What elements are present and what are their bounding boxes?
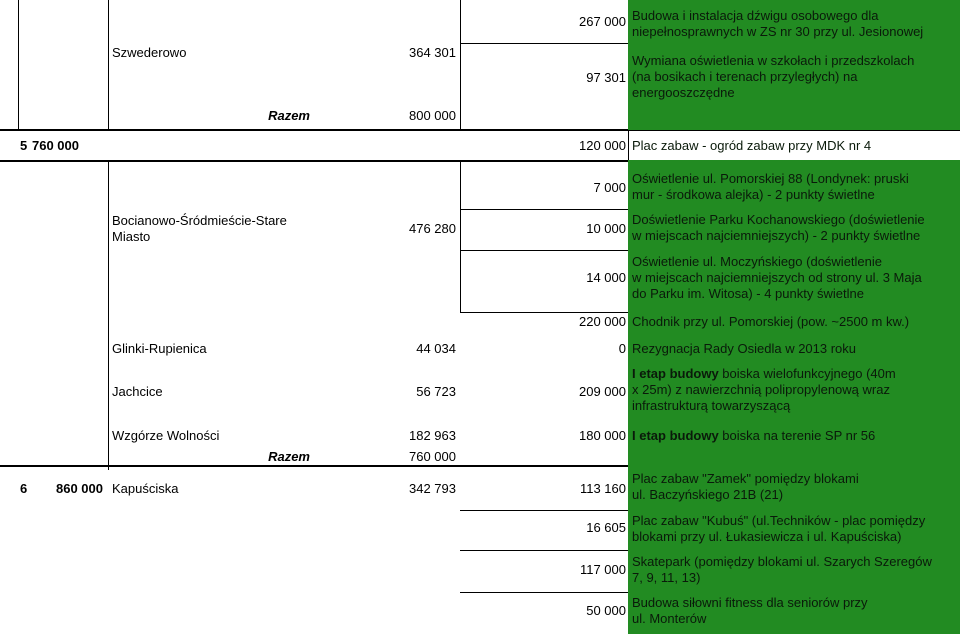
project-description: Plac zabaw - ogród zabaw przy MDK nr 4 — [632, 138, 872, 153]
project-description: Chodnik przy ul. Pomorskiej (pow. ~2500 m kw.) — [632, 314, 910, 329]
project-description: I etap budowy boiska na terenie SP nr 56 — [632, 428, 876, 443]
project-description: Rezygnacja Rady Osiedla w 2013 roku — [632, 341, 857, 356]
project-amount: 180 000 — [579, 428, 626, 443]
grid-line — [460, 0, 461, 130]
district-allocation: 476 280 — [409, 221, 456, 236]
project-amount: 267 000 — [579, 14, 626, 29]
district-allocation: 342 793 — [409, 481, 456, 496]
grid-line — [460, 209, 628, 210]
project-amount: 14 000 — [586, 270, 626, 285]
district-name: Kapuściska — [112, 481, 179, 496]
project-amount: 117 000 — [579, 562, 626, 577]
district-name: Bocianowo-Śródmieście-Stare — [112, 213, 287, 228]
project-amount: 113 160 — [579, 481, 626, 496]
grid-line — [460, 312, 628, 313]
project-amount: 220 000 — [579, 314, 626, 329]
project-amount: 7 000 — [593, 180, 626, 195]
district-allocation: 182 963 — [409, 428, 456, 443]
project-description: I etap budowy boiska wielofunkcyjnego (40m x 25m) z nawierzchnią polipropylenową wraz infrastrukturą towarzyszącą — [632, 366, 896, 413]
project-description: Oświetlenie ul. Pomorskiej 88 (Londynek: pruski mur - środkowa alejka) - 2 punkty świetlne — [632, 171, 909, 202]
district-allocation: 364 301 — [409, 45, 456, 60]
project-description: Budowa siłowni fitness dla seniorów przy ul. Monterów — [632, 595, 868, 626]
group-number: 6 — [20, 481, 28, 496]
district-name: Jachcice — [112, 384, 163, 399]
group-total: 860 000 — [56, 481, 103, 496]
district-name: Glinki-Rupienica — [112, 341, 207, 356]
project-description: Skatepark (pomiędzy blokami ul. Szarych Szeregów 7, 9, 11, 13) — [632, 554, 932, 585]
project-amount: 0 — [618, 341, 626, 356]
subtotal-label: Razem — [268, 449, 310, 464]
grid-line — [18, 0, 19, 130]
project-amount: 50 000 — [586, 603, 626, 618]
project-amount: 209 000 — [579, 384, 626, 399]
grid-line — [460, 510, 628, 511]
grid-line — [460, 550, 628, 551]
district-name: Miasto — [112, 229, 151, 244]
project-description: Doświetlenie Parku Kochanowskiego (doświetlenie w miejscach najciemniejszych) - 2 punkty świetlne — [632, 212, 925, 243]
district-allocation: 44 034 — [416, 341, 456, 356]
project-description: Oświetlenie ul. Moczyńskiego (doświetlenie w miejscach najciemniejszych od strony ul. 3 Maja do Parku im. Witosa) - 4 punkty świetlne — [632, 254, 922, 301]
grid-line — [108, 0, 109, 130]
project-description: Wymiana oświetlenia w szkołach i przedszkolach (na bosikach i terenach przyległych) na energooszczędne — [632, 53, 915, 100]
project-amount: 16 605 — [586, 520, 626, 535]
grid-line — [108, 160, 109, 470]
grid-line — [460, 592, 628, 593]
project-amount: 97 301 — [586, 70, 626, 85]
district-name: Szwederowo — [112, 45, 187, 60]
project-description: Plac zabaw "Zamek" pomiędzy blokami ul. Baczyńskiego 21B (21) — [632, 471, 859, 502]
group-total: 760 000 — [32, 138, 79, 153]
project-description: Plac zabaw "Kubuś" (ul.Techników - plac pomiędzy blokami przy ul. Łukasiewicza i ul. Kapuściska) — [632, 513, 926, 544]
grid-line — [460, 160, 461, 312]
project-description: Budowa i instalacja dźwigu osobowego dla niepełnosprawnych w ZS nr 30 przy ul. Jesionowej — [632, 8, 924, 39]
project-amount: 120 000 — [579, 138, 626, 153]
subtotal-value: 760 000 — [409, 449, 456, 464]
grid-line — [460, 43, 628, 44]
district-allocation: 56 723 — [416, 384, 456, 399]
subtotal-value: 800 000 — [409, 108, 456, 123]
district-name: Wzgórze Wolności — [112, 428, 220, 443]
subtotal-label: Razem — [268, 108, 310, 123]
group-number: 5 — [20, 138, 28, 153]
grid-line — [460, 250, 628, 251]
project-amount: 10 000 — [586, 221, 626, 236]
